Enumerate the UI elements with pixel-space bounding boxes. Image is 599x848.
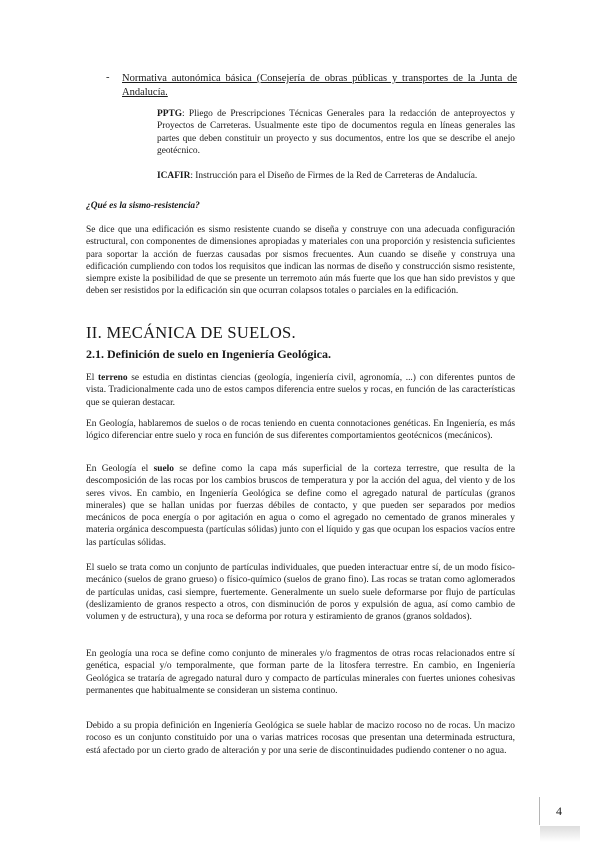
definition-term: ICAFIR xyxy=(157,171,191,181)
paragraph-text: se define como la capa más superficial de la corteza terrestre, que resulta de la descomposición de las rocas por los cambios bruscos de temperatura y por la acción del agua, del viento y de los seres vivos. En cambio, en Ingeniería Geológica se define como el agregado natural de partículas (granos minerales) que se hallan unidas por fuerzas débiles de contacto, y que pueden ser separados por medios mecánicos de poca energía o por agitación en agua o como el agregado no cementado de granos minerales y materia orgánica descompuesta (partículas sólidas) junto con el líquido y gas que ocupan los espacios vacíos entre las partículas sólidas. xyxy=(86,464,516,548)
definition-text: : Pliego de Prescripciones Técnicas Generales para la redacción de anteproyectos y Proyectos de Carreteras. Usualmente este tipo de documentos regula en líneas generales las partes que deben constituir un proyecto y sus documentos, entre los que se describe el anejo geotécnico. xyxy=(157,109,515,156)
definition-icafir xyxy=(157,170,515,182)
definition-pptg xyxy=(157,108,515,157)
intro-paragraph: Se dice que una edificación es sismo resistente cuando se diseña y construye con una adecuada configuración estructural, con componentes de dimensiones apropiadas y materiales con una proporción y resistencia suficientes para soportar la acción de fuerzas causadas por sismos frecuentes. Aun cuando se diseñe y construya una edificación cumpliendo con todos los requisitos que indican las normas de diseño y construcción sismo resistente, siempre existe la posibilidad de que se presente un terremoto aún más fuerte que los que han sido previstos y que deben ser resistidos por la edificación sin que ocurran colapsos totales o parciales en la edificación. xyxy=(86,225,515,297)
paragraph-text: En Geología el xyxy=(86,464,154,474)
paragraph-geologia: En Geología, hablaremos de suelos o de rocas teniendo en cuenta connotaciones genéticas. En Ingeniería, es más lógico diferenciar entre suelo y roca en función de sus diferentes comportamientos geotécnicos (mecánicos). xyxy=(86,419,515,442)
paragraph-text: El xyxy=(86,373,99,383)
paragraph-roca: En geología una roca se define como conjunto de minerales y/o fragmentos de otras rocas relacionados entre sí genética, espacial y/o temporalmente, que forman parte de la litosfera terrestre. En cambio, en Ingeniería Geológica se trataría de agregado natural duro y compacto de partículas minerales con fuertes uniones cohesivas permanentes que habitualmente se consideran un sistema continuo. xyxy=(86,649,515,696)
regulation-link[interactable]: Normativa autonómica básica (Consejería de obras públicas y transportes de la Junta de Andalucía. xyxy=(122,73,517,98)
paragraph-keyword: suelo xyxy=(153,464,174,474)
paragraph-macizo-rocoso: Debido a su propia definición en Ingeniería Geológica se suele hablar de macizo rocoso no de rocas. Un macizo rocoso es un conjunto constituido por una o varias matrices rocosas que presentan una determinada estructura, está afectado por un cierto grado de alteración y por una serie de discontinuidades pudiendo contener o no agua. xyxy=(86,721,515,756)
paragraph-suelo-definition xyxy=(86,463,515,549)
question-heading: ¿Qué es la sismo-resistencia? xyxy=(86,201,200,211)
page-number-shadow xyxy=(540,826,580,842)
bullet-marker: - xyxy=(106,72,110,83)
subsection-title: 2.1. Definición de suelo en Ingeniería Geológica. xyxy=(86,347,331,361)
definition-term: PPTG xyxy=(157,109,182,119)
paragraph-particulas: El suelo se trata como un conjunto de partículas individuales, que pueden interactuar entre sí, de un modo físico-mecánico (suelos de grano grueso) o físico-químico (suelos de grano fino). Las rocas se tratan como aglomerados de partículas unidas, casi siempre, fuertemente. Generalmente un suelo suele deformarse por flujo de partículas (deslizamiento de granos respecto a otros, con disminución de poros y expulsión de agua, así como cambio de volumen y de estructura), y una roca se deforma por rotura y estiramiento de granos (granos soldados). xyxy=(86,563,515,623)
section-title: II. MECÁNICA DE SUELOS. xyxy=(86,323,296,342)
definition-text: : Instrucción para el Diseño de Firmes de la Red de Carreteras de Andalucía. xyxy=(190,171,478,181)
paragraph-text: se estudia en distintas ciencias (geología, ingeniería civil, agronomía, ...) con diferentes puntos de vista. Tradicionalmente cada uno de estos campos diferencia entre suelos y rocas, en función de las características que se quieran destacar. xyxy=(86,373,515,408)
paragraph-keyword: terreno xyxy=(98,373,128,383)
page-number: 4 xyxy=(556,803,562,818)
paragraph-terreno xyxy=(86,372,515,409)
